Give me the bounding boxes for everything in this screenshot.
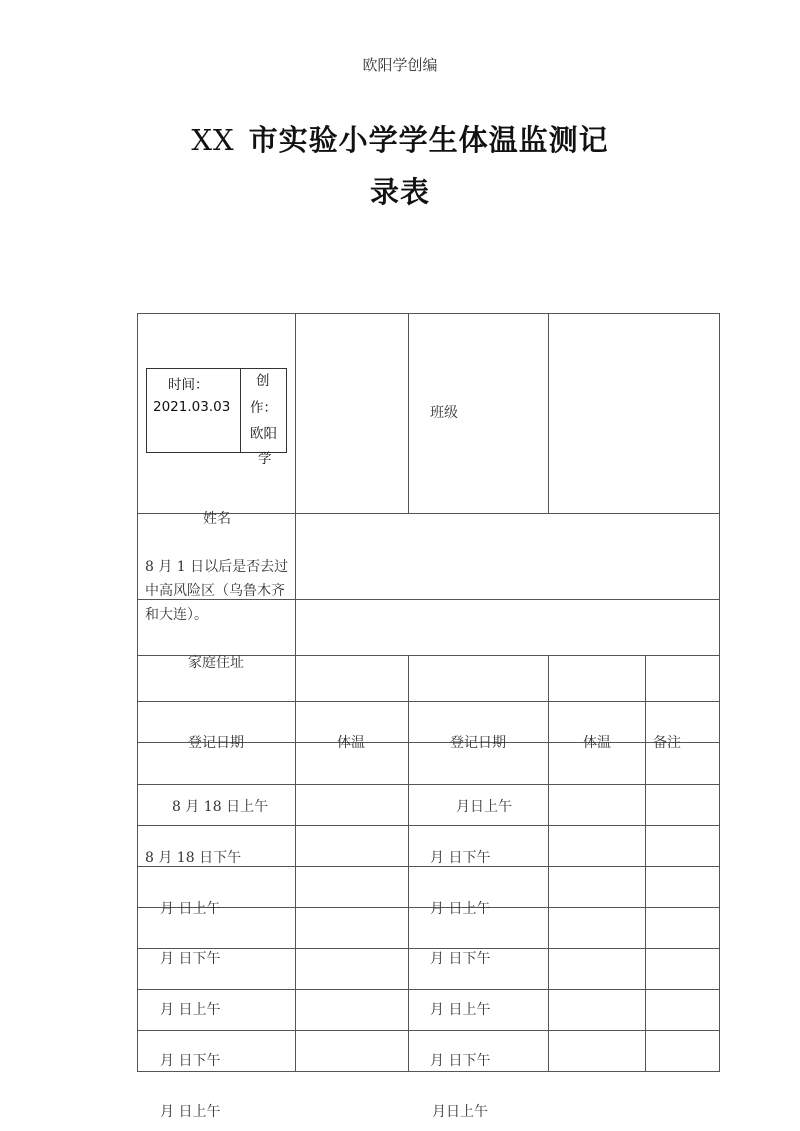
author-char: 学 bbox=[258, 451, 272, 467]
row-date-left: 8 月 18 日上午 bbox=[172, 799, 269, 815]
overflow-row-date-right: 月日上午 bbox=[432, 1104, 488, 1120]
table-col-divider bbox=[548, 655, 549, 1072]
column-header-date: 登记日期 bbox=[450, 735, 506, 751]
class-label: 班级 bbox=[430, 405, 458, 421]
column-header-date: 登记日期 bbox=[188, 735, 244, 751]
time-label: 时间： bbox=[168, 377, 209, 393]
row-date-right: 月 日上午 bbox=[430, 901, 491, 917]
table-col-divider bbox=[295, 313, 296, 1072]
row-date-left: 月 日下午 bbox=[160, 951, 221, 967]
travel-question: 中高风险区（乌鲁木齐 bbox=[145, 583, 285, 599]
travel-question: 8 月 1 日以后是否去过 bbox=[145, 559, 289, 575]
author-char: 创 bbox=[256, 373, 270, 389]
document-title-line1 bbox=[0, 118, 800, 159]
table-rule bbox=[137, 948, 720, 949]
table-rule bbox=[137, 989, 720, 990]
table-rule bbox=[137, 907, 720, 908]
table-border-bottom bbox=[137, 1071, 720, 1072]
table-col-divider bbox=[645, 655, 646, 1072]
column-header-temp: 体温 bbox=[337, 735, 365, 751]
row-date-left: 月 日上午 bbox=[160, 901, 221, 917]
row-date-left: 8 月 18 日下午 bbox=[145, 850, 242, 866]
date-author-divider bbox=[240, 368, 241, 453]
table-col-divider bbox=[408, 313, 409, 513]
table-rule bbox=[137, 701, 720, 702]
row-date-right: 月 日下午 bbox=[430, 1053, 491, 1069]
table-rule bbox=[137, 825, 720, 826]
table-col-divider bbox=[408, 655, 409, 1072]
overflow-row-date-left: 月 日上午 bbox=[160, 1104, 221, 1120]
name-label: 姓名 bbox=[203, 511, 231, 527]
travel-question: 和大连）。 bbox=[145, 607, 208, 623]
title-prefix: XX bbox=[191, 123, 235, 157]
row-date-left: 月 日下午 bbox=[160, 1053, 221, 1069]
page-header: 欧阳学创编 bbox=[362, 56, 438, 74]
address-label: 家庭住址 bbox=[188, 655, 244, 671]
column-header-temp: 体温 bbox=[583, 735, 611, 751]
date-value: 2021.03.03 bbox=[153, 399, 231, 415]
table-border-right bbox=[719, 313, 720, 1072]
row-date-right: 月 日下午 bbox=[430, 850, 491, 866]
row-date-right: 月 日下午 bbox=[430, 951, 491, 967]
row-date-left: 月 日上午 bbox=[160, 1002, 221, 1018]
table-col-divider bbox=[548, 313, 549, 513]
row-date-right: 月日上午 bbox=[456, 799, 512, 815]
table-border-left bbox=[137, 313, 138, 1072]
document-title-line2: 录表 bbox=[369, 175, 430, 209]
table-rule bbox=[137, 1030, 720, 1031]
table-border-top bbox=[137, 313, 720, 314]
row-date-right: 月 日上午 bbox=[430, 1002, 491, 1018]
author-char: 欧阳 bbox=[250, 426, 277, 442]
author-char: 作： bbox=[250, 400, 277, 416]
column-header-note: 备注 bbox=[653, 735, 681, 751]
title-main: 市实验小学学生体温监测记 bbox=[248, 123, 609, 157]
table-rule bbox=[137, 784, 720, 785]
